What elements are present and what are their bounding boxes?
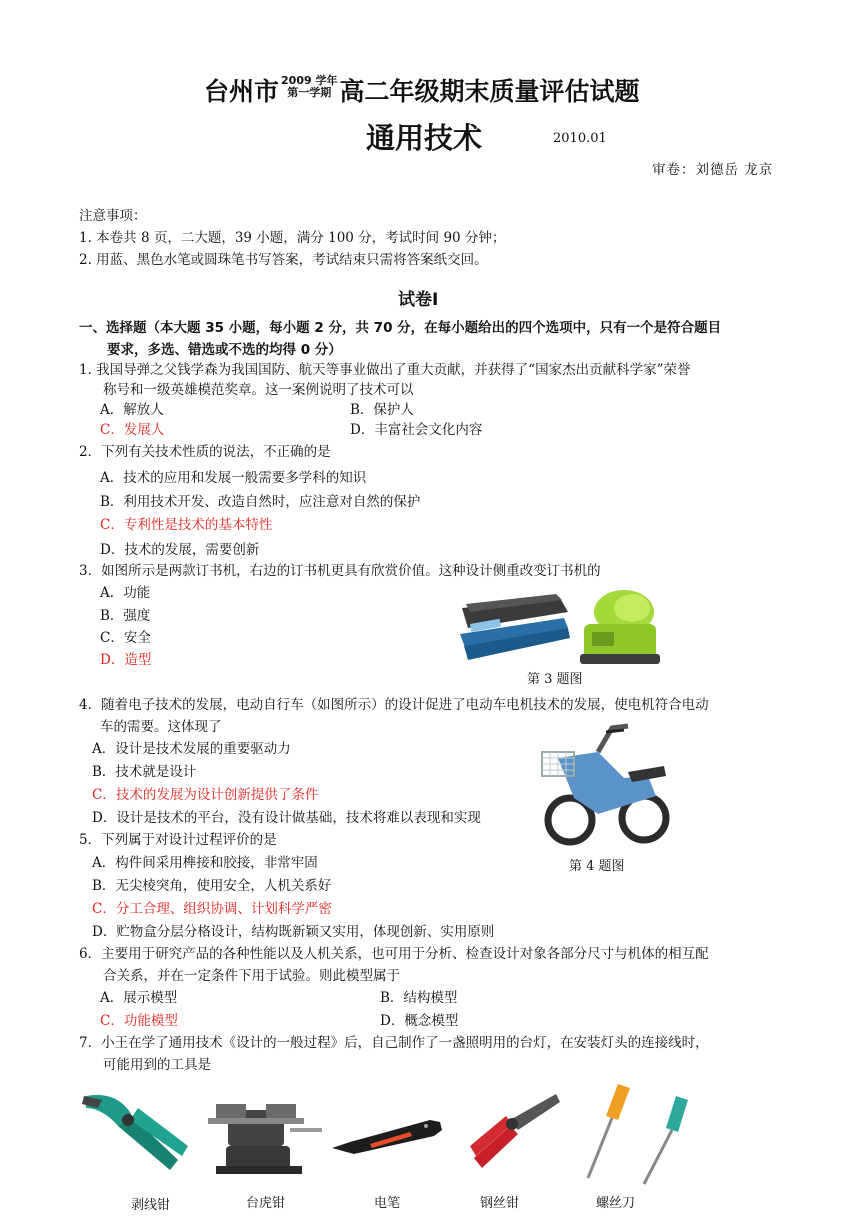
tool-label: 台虎钳 bbox=[246, 1196, 286, 1211]
q4-option-d: D．设计是技术的平台，没有设计做基础，技术将难以表现和实现 bbox=[92, 810, 481, 826]
notes-heading: 注意事项： bbox=[79, 208, 147, 224]
q2-option-d: D．技术的发展，需要创新 bbox=[100, 542, 260, 558]
q1-stem-line2: 称号和一级英雄模范奖章。这一案例说明了技术可以 bbox=[103, 382, 414, 398]
electric-bike-image bbox=[528, 718, 676, 848]
q3-option-b: B．强度 bbox=[100, 608, 151, 624]
q4-option-a: A．设计是技术发展的重要驱动力 bbox=[92, 741, 291, 757]
q6-stem-line1: 6．主要用于研究产品的各种性能以及人机关系，也可用于分析、检查设计对象各部分尺寸与机体的相互配 bbox=[79, 946, 709, 962]
title-rest: 高二年级期末质量评估试题 bbox=[339, 77, 640, 106]
q1-option-d: D．丰富社会文化内容 bbox=[350, 422, 483, 438]
q1-option-c-answer: C．发展人 bbox=[100, 422, 165, 438]
q6-option-a: A．展示模型 bbox=[100, 990, 178, 1006]
q5-option-b: B．无尖棱突角，使用安全，人机关系好 bbox=[92, 878, 332, 894]
q4-stem-line1: 4．随着电子技术的发展，电动自行车（如图所示）的设计促进了电动车电机技术的发展，使电机符合电动 bbox=[79, 697, 709, 713]
q4-option-c-answer: C．技术的发展为设计创新提供了条件 bbox=[92, 787, 319, 803]
title-city: 台州市 bbox=[204, 77, 280, 106]
title-term bbox=[281, 75, 337, 99]
q3-stem: 3．如图所示是两款订书机，右边的订书机更具有欣赏价值。这种设计侧重改变订书机的 bbox=[79, 563, 601, 579]
q2-option-b: B．利用技术开发、改造自然时，应注意对自然的保护 bbox=[100, 494, 421, 510]
q5-option-c-answer: C．分工合理、组织协调、计划科学严密 bbox=[92, 901, 332, 917]
tool-label: 钢丝钳 bbox=[480, 1196, 520, 1211]
q6-option-d: D．概念模型 bbox=[380, 1013, 459, 1029]
wire-cutter-image bbox=[466, 1090, 562, 1180]
subject-title: 通用技术 bbox=[366, 121, 483, 155]
staplers-image bbox=[456, 586, 662, 672]
q1-stem-line1: 1. 我国导弹之父钱学森为我国国防、航天等事业做出了重大贡献，并获得了“国家杰出贡献科学家”荣誉 bbox=[79, 362, 691, 378]
part1-line2: 要求，多选、错选或不选的均得 0 分） bbox=[107, 342, 342, 358]
q3-option-a: A．功能 bbox=[100, 585, 151, 601]
q2-option-c-answer: C．专利性是技术的基本特性 bbox=[100, 517, 273, 533]
section-title: 试卷Ⅰ bbox=[398, 290, 439, 310]
tool-label: 螺丝刀 bbox=[596, 1196, 636, 1211]
green-stapler-icon bbox=[580, 590, 660, 664]
tool-label: 剥线钳 bbox=[131, 1198, 171, 1213]
q7-stem-line1: 7．小王在学了通用技术《设计的一般过程》后，自己制作了一盏照明用的台灯，在安装灯头的连接线时， bbox=[79, 1035, 709, 1051]
q6-option-c-answer: C．功能模型 bbox=[100, 1013, 178, 1029]
part1-line1: 一、选择题（本大题 35 小题，每小题 2 分，共 70 分，在每小题给出的四个选项中，只有一个是符合题目 bbox=[79, 320, 722, 336]
q5-stem: 5．下列属于对设计过程评价的是 bbox=[79, 832, 277, 848]
bench-vise-image bbox=[206, 1090, 326, 1180]
tool-label: 电笔 bbox=[374, 1196, 401, 1211]
q5-option-d: D．贮物盒分层分格设计，结构既新颖又实用，体现创新、实用原则 bbox=[92, 924, 495, 940]
q5-option-a: A．构件间采用榫接和胶接，非常牢固 bbox=[92, 855, 318, 871]
q2-stem: 2．下列有关技术性质的说法，不正确的是 bbox=[79, 444, 331, 460]
wire-stripper-image bbox=[78, 1086, 198, 1178]
q7-stem-line2: 可能用到的工具是 bbox=[103, 1057, 211, 1073]
reviewers: 审卷：刘德岳 龙京 bbox=[652, 162, 774, 178]
q1-option-a: A．解放人 bbox=[100, 402, 164, 418]
q3-option-c: C．安全 bbox=[100, 630, 151, 646]
q3-option-d-answer: D．造型 bbox=[100, 652, 152, 668]
blue-stapler-icon bbox=[460, 594, 570, 660]
q3-figure-caption: 第 3 题图 bbox=[527, 672, 583, 687]
exam-date: 2010.01 bbox=[553, 131, 607, 146]
test-pencil-image bbox=[330, 1110, 448, 1162]
note-item: 1. 本卷共 8 页，二大题，39 小题，满分 100 分，考试时间 90 分钟； bbox=[79, 230, 506, 246]
screwdriver-image bbox=[578, 1080, 690, 1188]
title-year: 2009 学年 bbox=[281, 74, 338, 87]
q6-stem-line2: 合关系，并在一定条件下用于试验。则此模型属于 bbox=[103, 968, 400, 984]
q6-option-b: B．结构模型 bbox=[380, 990, 458, 1006]
exam-title bbox=[204, 72, 639, 108]
title-semester: 第一学期 bbox=[287, 86, 332, 99]
q4-figure-caption: 第 4 题图 bbox=[569, 859, 625, 874]
q1-option-b: B．保护人 bbox=[350, 402, 414, 418]
q4-stem-line2: 车的需要。这体现了 bbox=[100, 719, 222, 735]
q4-option-b: B．技术就是设计 bbox=[92, 764, 197, 780]
q2-option-a: A．技术的应用和发展一般需要多学科的知识 bbox=[100, 470, 367, 486]
note-item: 2. 用蓝、黑色水笔或圆珠笔书写答案，考试结束只需将答案纸交回。 bbox=[79, 252, 488, 268]
